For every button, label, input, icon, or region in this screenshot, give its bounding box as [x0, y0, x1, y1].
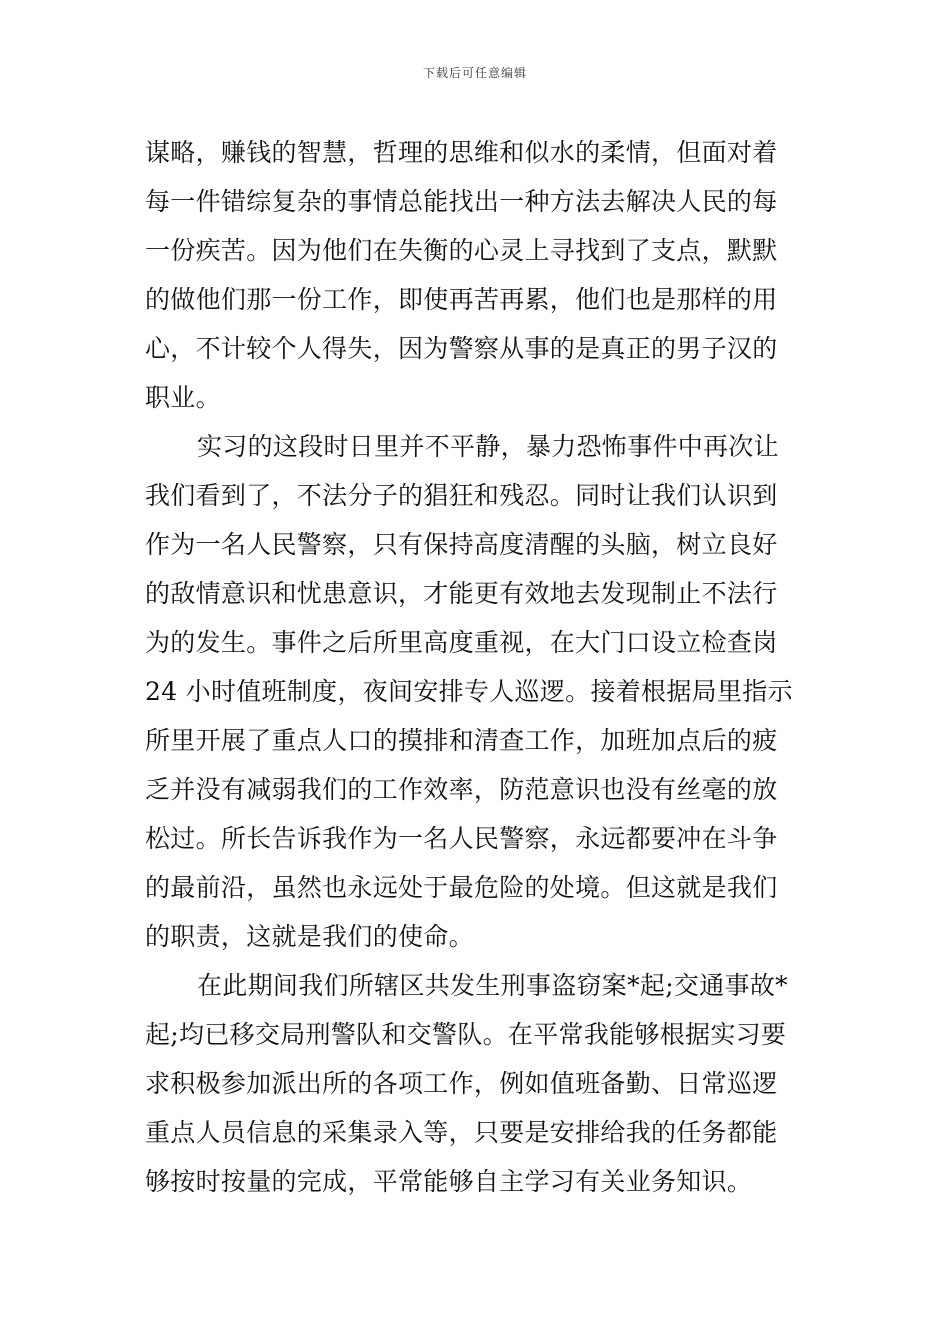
text-line: 求积极参加派出所的各项工作，例如值班备勤、日常巡逻: [145, 1069, 778, 1098]
text-line: 重点人员信息的采集录入等，只要是安排给我的任务都能: [145, 1118, 778, 1147]
text-line: 乏并没有减弱我们的工作效率，防范意识也没有丝毫的放: [145, 775, 778, 804]
text-line: 的做他们那一份工作，即使再苦再累，他们也是那样的用: [145, 285, 778, 314]
text-line: 职业。: [145, 383, 221, 412]
text-line: 在此期间我们所辖区共发生刑事盗窃案*起;交通事故*: [197, 971, 788, 1000]
text-line: 24 小时值班制度，夜间安排专人巡逻。接着根据局里指示: [145, 677, 793, 706]
text-line: 的最前沿，虽然也永远处于最危险的处境。但这就是我们: [145, 873, 778, 902]
text-line: 松过。所长告诉我作为一名人民警察，永远都要冲在斗争: [145, 824, 778, 853]
text-line: 的敌情意识和忧患意识，才能更有效地去发现制止不法行: [145, 579, 778, 608]
text-line: 一份疾苦。因为他们在失衡的心灵上寻找到了支点，默默: [145, 236, 778, 265]
text-line: 谋略，赚钱的智慧，哲理的思维和似水的柔情，但面对着: [145, 138, 778, 167]
text-line: 起;均已移交局刑警队和交警队。在平常我能够根据实习要: [145, 1020, 787, 1049]
text-line: 作为一名人民警察，只有保持高度清醒的头脑，树立良好: [145, 530, 778, 559]
text-line: 我们看到了，不法分子的猖狂和残忍。同时让我们认识到: [145, 481, 778, 510]
text-line: 够按时按量的完成，平常能够自主学习有关业务知识。: [145, 1167, 753, 1196]
text-line: 每一件错综复杂的事情总能找出一种方法去解决人民的每: [145, 187, 778, 216]
body-text: [145, 128, 805, 1206]
text-line: 实习的这段时日里并不平静，暴力恐怖事件中再次让: [197, 432, 779, 461]
text-line: 的职责，这就是我们的使命。: [145, 922, 474, 951]
page-header: 下载后可任意编辑: [422, 66, 527, 80]
text-line: 为的发生。事件之后所里高度重视，在大门口设立检查岗: [145, 628, 778, 657]
text-line: 心，不计较个人得失，因为警察从事的是真正的男子汉的: [145, 334, 778, 363]
text-line: 所里开展了重点人口的摸排和清查工作，加班加点后的疲: [145, 726, 778, 755]
